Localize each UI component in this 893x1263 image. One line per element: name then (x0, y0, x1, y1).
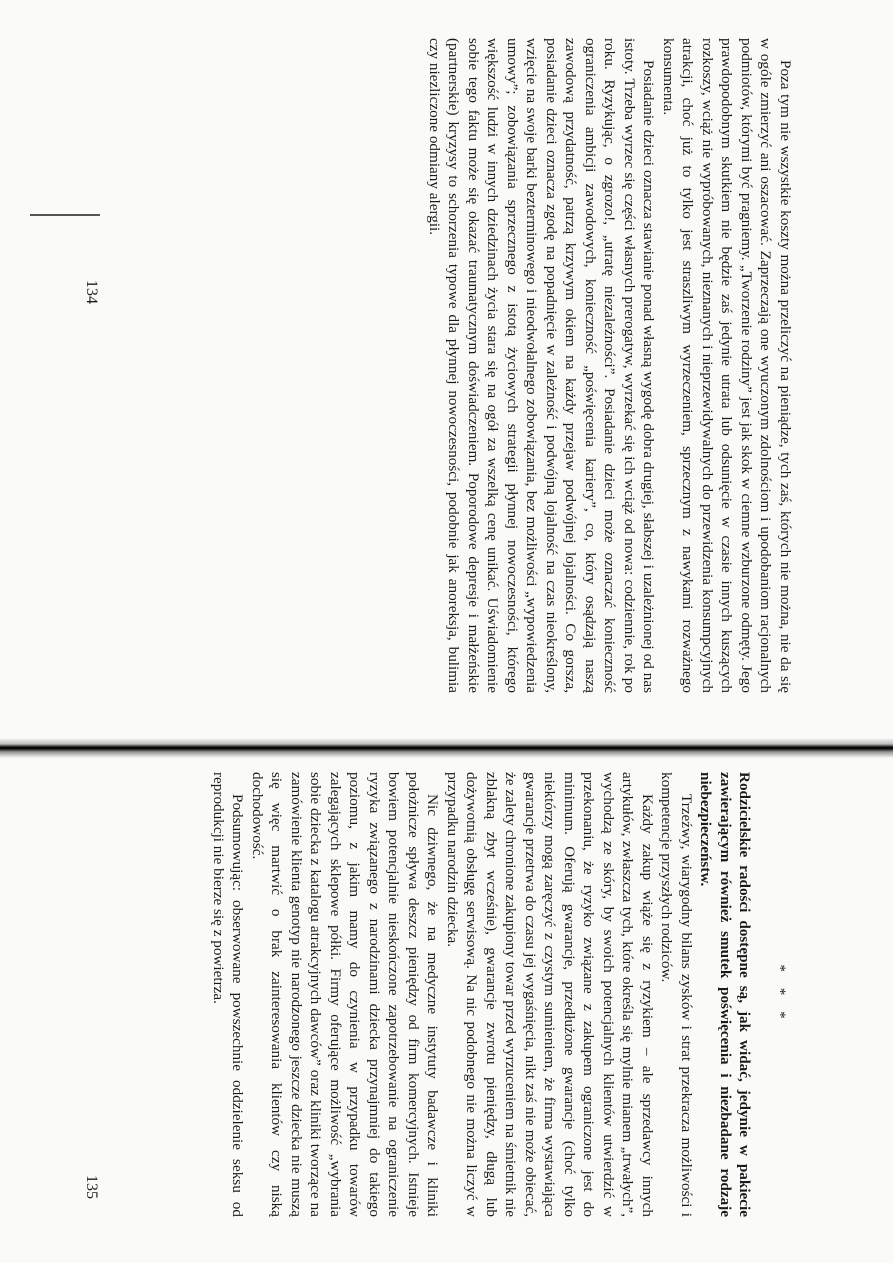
page-number-left: 134 (83, 280, 100, 304)
section-heading: Rodzicielskie radości dostępne są, jak widać, jedynie w pakiecie zawierającym również smutek poświęcenia i niezbadane rodzaje niebezpieczeństw. (697, 772, 754, 1217)
paragraph: Posiadanie dzieci oznacza stawianie ponad własną wygodę dobra drugiej, słabszej i uzależnionej od nas istoty. Trzeba wyrzec się części własnych prerogatyw, wyrzekać się ich wciąż od nowa: codziennie, rok po roku. Ryzykując, o zgrozo!, „utratę niezależności”. Posiadanie dzieci może oznaczać konieczność ograniczenia ambicji zawodowych, konieczność „poświęcenia kariery”, co, który osądzają naszą zawodową przydatność, patrzą krzywym okiem na każdy przejaw podwójnej lojalności. Co gorsza, posiadanie dzieci oznacza zgodę na popadnięcie w zależność i podwójną lojalność na czas nieokreślony, wzięcie na swoje barki bezterminowego i nieodwołalnego zobowiązania, bez możliwości „wypowiedzenia umowy”; zobowiązania sprzecznego z istotą życiowych strategii płynnej nowoczesności, którego większość ludzi w innych dziedzinach życia stara się na ogół za wszelką cenę unikać. Uświadomienie sobie tego faktu może się okazać traumatycznym doświadczeniem. Poporodowe depresje i małżeńskie (partnerskie) kryzysy to schorzenia typowe dla płynnej nowoczesności, podobnie jak anoreksja, bulimia czy niezliczone odmiany alergii. (426, 38, 658, 693)
paragraph: Podsumowując: obserwowane powszechnie oddzielenie seksu od reprodukcji nie bierze się z powietrza. (210, 772, 247, 1217)
paragraph: Każdy zakup wiąże się z ryzykiem – ale sprzedawcy innych artykułów, zwłaszcza tych, które określa się mylnie mianem „trwałych”, wychodzą ze skóry, by swoich potencjalnych klientów utwierdzić w przekonaniu, że ryzyko związane z zakupem ograniczone jest do minimum. Oferują gwarancje, przedłużone gwarancje (choć tylko niektórzy mogą zaręczyć z czystym sumieniem, że firma wystawiająca gwarancje przetrwa do czasu jej wygaśnięcia, nikt zaś nie może obiecać, że zalety chronione zakupiony towar przed wyrzuceniem na śmietnik nie zblakną zbyt wcześnie), gwarancje zwrotu pieniędzy, długą lub dożywotnią obsługę serwisową. Na nic podobnego nie można liczyć w przypadku narodzin dziecka. (444, 772, 656, 1217)
page-number-right: 135 (83, 1175, 100, 1199)
page-edge-mark (30, 214, 100, 216)
page-right-text (130, 772, 790, 1217)
book-gutter (0, 738, 893, 758)
paragraph: Poza tym nie wszystkie koszty można przeliczyć na pieniądze, tych zaś, których nie można, nie da się w ogóle zmierzyć ani oszacować. Zaprzeczają one wyuczonym zdolnościom i upodobaniom racjonalnych podmiotów, którymi być pragniemy. „Tworzenie rodziny” jest jak skok w ciemne wzburzone odmęty. Jego prawdopodobnym skutkiem nie będzie zaś jedynie utrata lub odsunięcie w czasie innych kuszących rozkoszy, wciąż nie wypróbowanych, nieznanych i nieprzewidywalnych do przewidzenia konsumpcyjnych atrakcji, choć już to tylko jest straszliwym wyrzeczeniem, sprzecznym z nawykami rozważnego konsumenta. (660, 38, 794, 693)
page-left-text (140, 38, 795, 693)
paragraph: Nic dziwnego, że na medyczne instytuty badawcze i kliniki położnicze spływa deszcz pieniędzy od firm komercyjnych. Istnieje bowiem potencjalnie nieskończone zapotrzebowanie na ograniczenie ryzyka związanego z narodzinami dziecka przynajmniej do takiego poziomu, z jakim mamy do czynienia w przypadku towarów zalegających sklepowe półki. Firmy oferujące możliwość „wybrania sobie dziecka z katalogu atrakcyjnych dawców” oraz kliniki tworzące na zamówienie klienta genotyp nie narodzonego jeszcze dziecka nie muszą się więc martwić o brak zainteresowania klientów czy niską dochodowość. (249, 772, 442, 1217)
paragraph: Trzeźwy, wiarygodny bilans zysków i strat przekracza możliwości i kompetencje przyszłych rodziców. (658, 772, 695, 1217)
section-separator: * * * (772, 964, 789, 1025)
